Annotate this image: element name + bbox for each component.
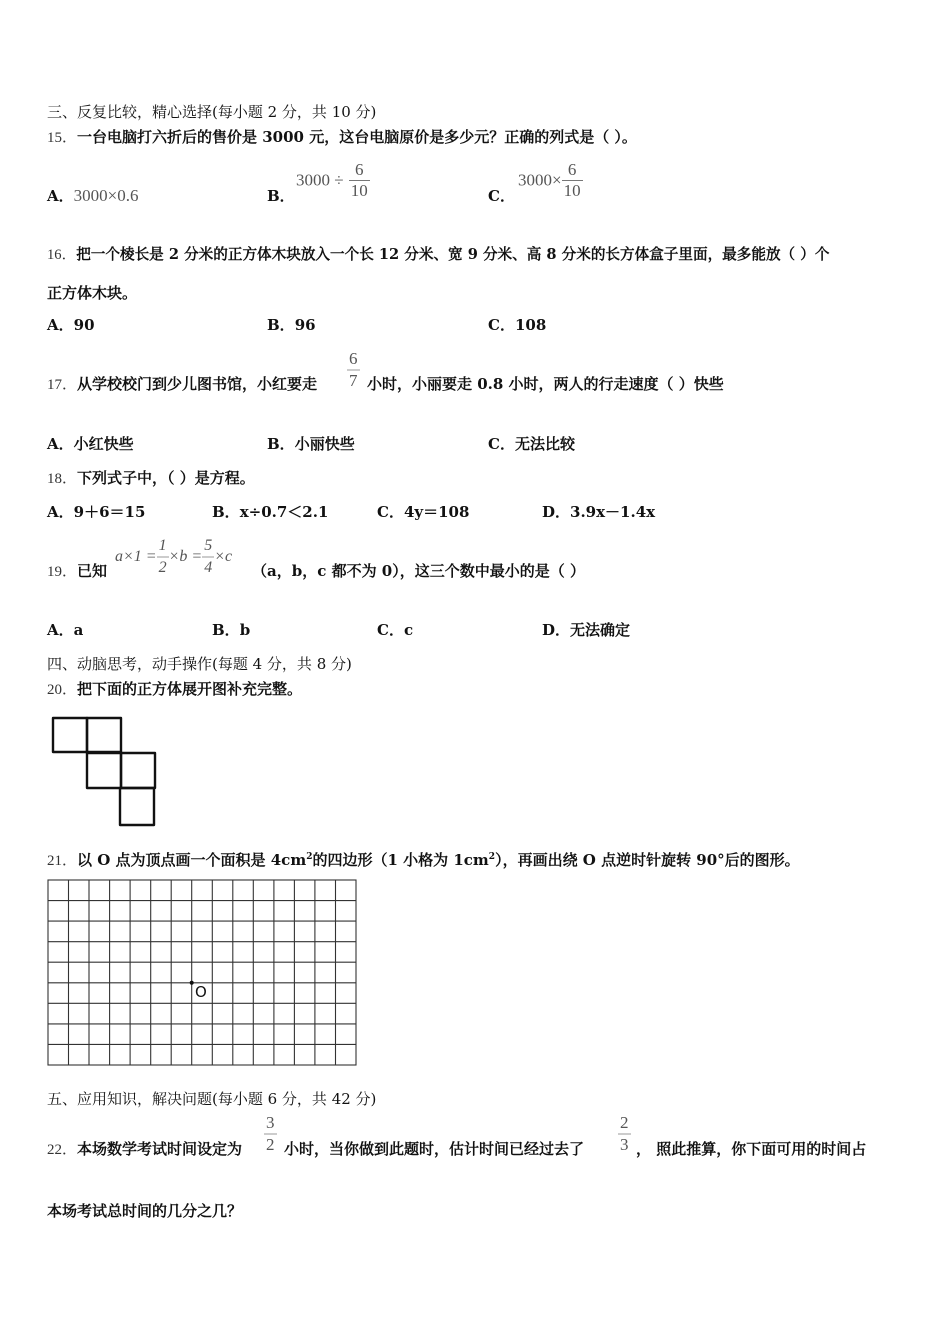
denominator: 10 [563,181,581,200]
question-22-text-b: 小时，当你做到此题时，估计时间已经过去了 [284,1140,585,1158]
q17-fraction [347,349,360,391]
superscript: 2 [488,852,496,862]
denominator: 4 [202,556,214,578]
numerator: 2 [620,1113,629,1132]
q15-option-b-expr [296,160,370,201]
option-value: 96 [294,316,316,334]
option-value: 小丽快些 [294,435,355,453]
q19-option-c[interactable] [377,620,413,640]
option-value: 小红快些 [73,435,134,453]
question-17-after: 小时，小丽要走 0.8 小时，两人的行走速度（ ）快些 [367,375,724,393]
question-number: 21． [47,853,78,869]
fraction [618,1113,631,1155]
option-label: B． [212,621,240,639]
question-text-before: 已知 [77,562,108,580]
q16-option-b[interactable] [267,315,316,335]
point-o-label: O [195,983,207,1001]
question-19 [47,561,107,582]
question-text-a: 以 O 点为顶点画一个面积是 4cm [77,851,307,869]
option-label: A． [47,435,74,453]
question-number: 17． [47,377,78,393]
fraction [202,536,214,578]
fraction [347,349,360,391]
option-expr: 3000×0.6 [73,186,139,205]
net-square [87,752,121,788]
question-text-a: 本场数学考试时间设定为 [77,1140,243,1158]
section-5-heading: 五、应用知识，解决问题(每小题 6 分，共 42 分) [47,1090,377,1108]
q19-option-a[interactable] [47,620,83,640]
q18-option-a[interactable] [47,502,145,522]
q15-option-c-label[interactable]: C． [488,187,515,205]
option-label: A． [47,503,74,521]
question-21 [47,847,800,871]
fraction [157,536,169,578]
cube-net-figure [50,715,160,830]
formula-a-part: a×1 = [115,548,157,565]
question-number: 15． [47,130,78,146]
option-label: D． [542,503,571,521]
question-16 [47,245,829,265]
fraction [349,160,370,201]
question-18 [47,468,255,489]
option-value: c [403,621,414,639]
question-number: 22． [47,1142,78,1158]
square-grid[interactable] [46,878,360,1068]
question-19-after: （a，b，c 都不为 0），这三个数中最小的是（ ） [252,562,585,580]
q22-fraction-1 [264,1113,277,1155]
net-square [120,788,154,825]
question-22 [47,1139,242,1160]
option-label: A． [47,187,74,205]
question-number: 16． [47,247,77,263]
option-label: B． [267,435,295,453]
option-value: b [239,621,251,639]
q18-option-b[interactable] [212,502,328,522]
option-label: B． [267,316,295,334]
formula-b-part: ×b = [168,548,203,565]
q16-option-a[interactable] [47,315,95,335]
q16-option-c[interactable] [488,315,546,335]
expr-prefix: 3000× [518,170,562,190]
option-label: B． [212,503,240,521]
q18-option-c[interactable] [377,502,469,522]
question-22-text-c: ， 照此推算，你下面可用的时间占 [636,1140,867,1158]
numerator: 5 [204,537,213,554]
q15-option-c-expr [518,160,583,201]
point-o [190,981,194,985]
question-text-c: ），再画出绕 O 点逆时针旋转 90°后的图形。 [495,851,800,869]
denominator: 10 [350,181,368,200]
question-text: 一台电脑打六折后的售价是 3000 元，这台电脑原价是多少元？正确的列式是（ ）。 [77,128,637,146]
numerator: 3 [266,1113,275,1132]
denominator: 7 [349,371,358,390]
q19-formula [115,536,232,578]
option-label: C． [488,435,515,453]
q17-option-b[interactable] [267,434,355,454]
fraction [562,160,583,201]
numerator: 6 [567,160,577,179]
denominator: 2 [157,556,169,578]
option-label: D． [542,621,571,639]
numerator: 6 [349,349,358,368]
option-value: 4y＝108 [403,503,470,521]
option-value: x÷0.7＜2.1 [239,503,329,521]
q22-fraction-2 [618,1113,631,1155]
numerator: 6 [354,160,364,179]
question-text: 把一个棱长是 2 分米的正方体木块放入一个长 12 分米、宽 9 分米、高 8 分米的长方体盒子里面，最多能放（ ）个 [76,246,830,263]
q18-option-d[interactable] [542,502,655,522]
option-value: 108 [514,316,547,334]
question-20 [47,679,302,700]
option-value: 9＋6＝15 [73,503,146,521]
q17-option-a[interactable] [47,434,134,454]
question-16-line2: 正方体木块。 [47,284,138,302]
option-label: A． [47,621,74,639]
question-22-line2: 本场考试总时间的几分之几？ [47,1202,243,1220]
question-text-b: 的四边形（1 小格为 1cm [312,851,489,869]
question-number: 20． [47,682,78,698]
option-label: A． [47,316,74,334]
option-value: a [73,621,84,639]
question-text: 下列式子中，（ ）是方程。 [77,469,255,487]
q19-option-d[interactable] [542,620,630,640]
q17-option-c[interactable] [488,434,575,454]
question-15 [47,127,637,148]
question-number: 18． [47,471,78,487]
section-3-heading: 三、反复比较，精心选择(每小题 2 分，共 10 分) [47,103,377,121]
question-17 [47,374,317,395]
numerator: 1 [158,537,167,554]
option-value: 3.9x－1.4x [570,503,656,521]
superscript: 2 [306,852,313,862]
net-square [121,753,155,788]
net-square [87,718,121,753]
option-label: C． [377,503,404,521]
question-text-before: 从学校校门到少儿图书馆，小红要走 [77,375,318,393]
denominator: 3 [620,1135,629,1154]
q15-option-a[interactable] [47,186,138,206]
section-4-heading: 四、动脑思考，动手操作(每题 4 分，共 8 分) [47,655,352,673]
denominator: 2 [266,1135,275,1154]
q15-option-b-label[interactable]: B． [267,187,295,205]
question-text: 把下面的正方体展开图补充完整。 [77,680,303,698]
option-label: C． [377,621,404,639]
option-value: 无法确定 [570,621,631,639]
option-value: 90 [73,316,95,334]
expr-prefix: 3000 ÷ [296,170,344,190]
option-label: C． [488,316,515,334]
formula-c-part: ×c [214,548,233,565]
net-square [53,718,87,752]
option-value: 无法比较 [514,435,575,453]
q19-option-b[interactable] [212,620,250,640]
question-number: 19． [47,564,78,580]
fraction [264,1113,277,1155]
